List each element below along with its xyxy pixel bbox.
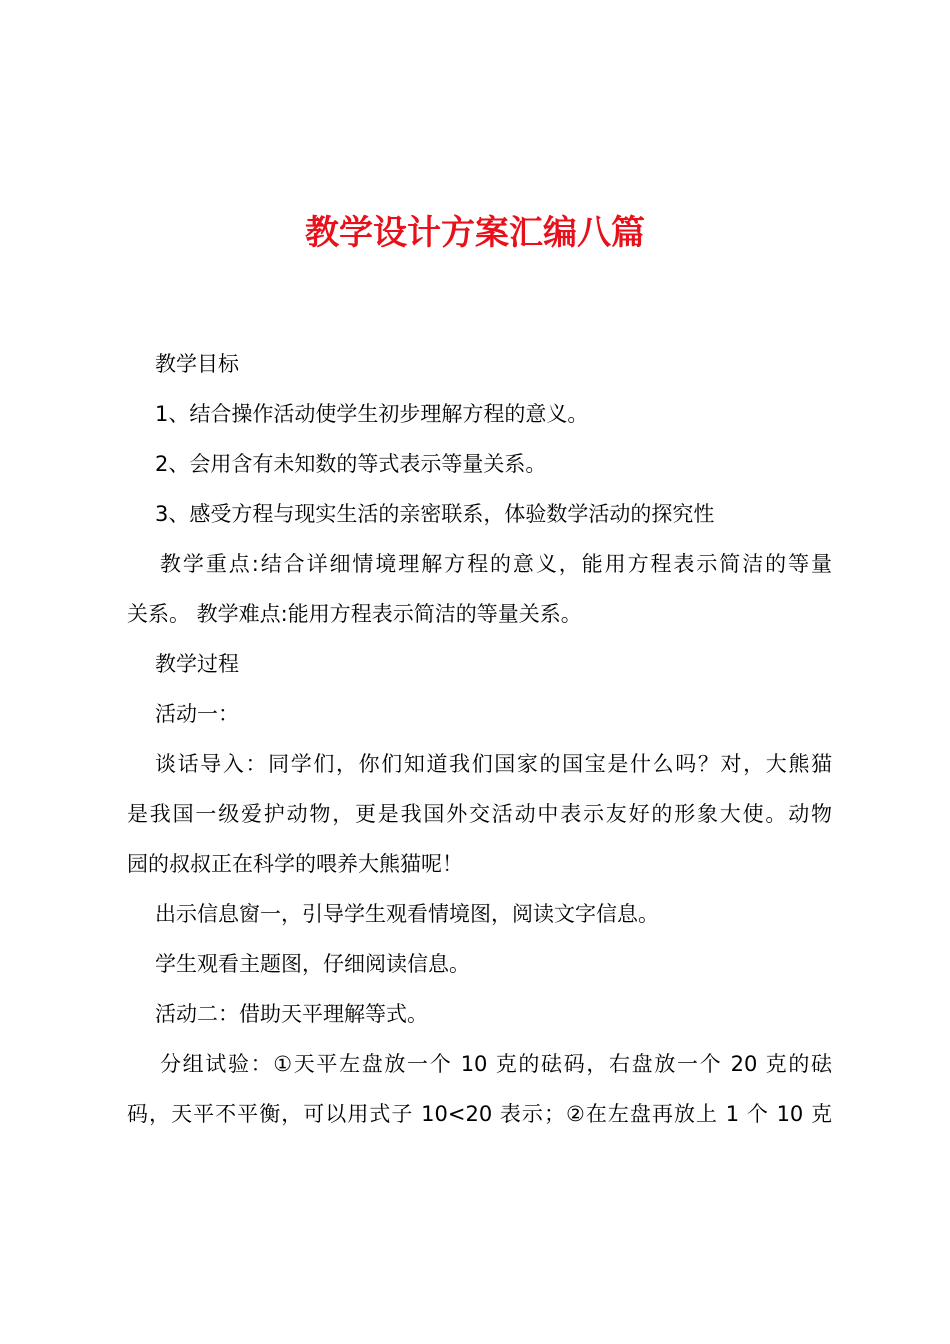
intro-paragraph-line-2: 是我国一级爱护动物，更是我国外交活动中表示友好的形象大使。动物 [127, 802, 832, 826]
objective-item-1: 1、结合操作活动使学生初步理解方程的意义。 [155, 402, 589, 426]
section-heading-process: 教学过程 [155, 652, 239, 676]
experiment-line-2: 码，天平不平衡，可以用式子 10<20 表示；②在左盘再放上 1 个 10 克 [127, 1102, 832, 1126]
student-observe-line: 学生观看主题图，仔细阅读信息。 [155, 952, 470, 976]
document-title: 教学设计方案汇编八篇 [305, 213, 645, 253]
intro-paragraph-line-1: 谈话导入：同学们，你们知道我们国家的国宝是什么吗？对，大熊猫 [155, 752, 832, 776]
activity-one-heading: 活动一： [155, 702, 239, 726]
objective-item-2: 2、会用含有未知数的等式表示等量关系。 [155, 452, 547, 476]
experiment-line-1: 分组试验：①天平左盘放一个 10 克的砝码，右盘放一个 20 克的砝 [160, 1052, 832, 1076]
key-points-line-1: 教学重点:结合详细情境理解方程的意义，能用方程表示简洁的等量 [160, 552, 832, 576]
activity-two-heading: 活动二：借助天平理解等式。 [155, 1002, 428, 1026]
info-window-line: 出示信息窗一，引导学生观看情境图，阅读文字信息。 [155, 902, 659, 926]
objective-item-3: 3、感受方程与现实生活的亲密联系，体验数学活动的探究性 [155, 502, 715, 526]
intro-paragraph-line-3: 园的叔叔正在科学的喂养大熊猫呢！ [127, 852, 463, 876]
key-points-line-2: 关系。 教学难点:能用方程表示简洁的等量关系。 [127, 602, 582, 626]
section-heading-objectives: 教学目标 [155, 352, 239, 376]
